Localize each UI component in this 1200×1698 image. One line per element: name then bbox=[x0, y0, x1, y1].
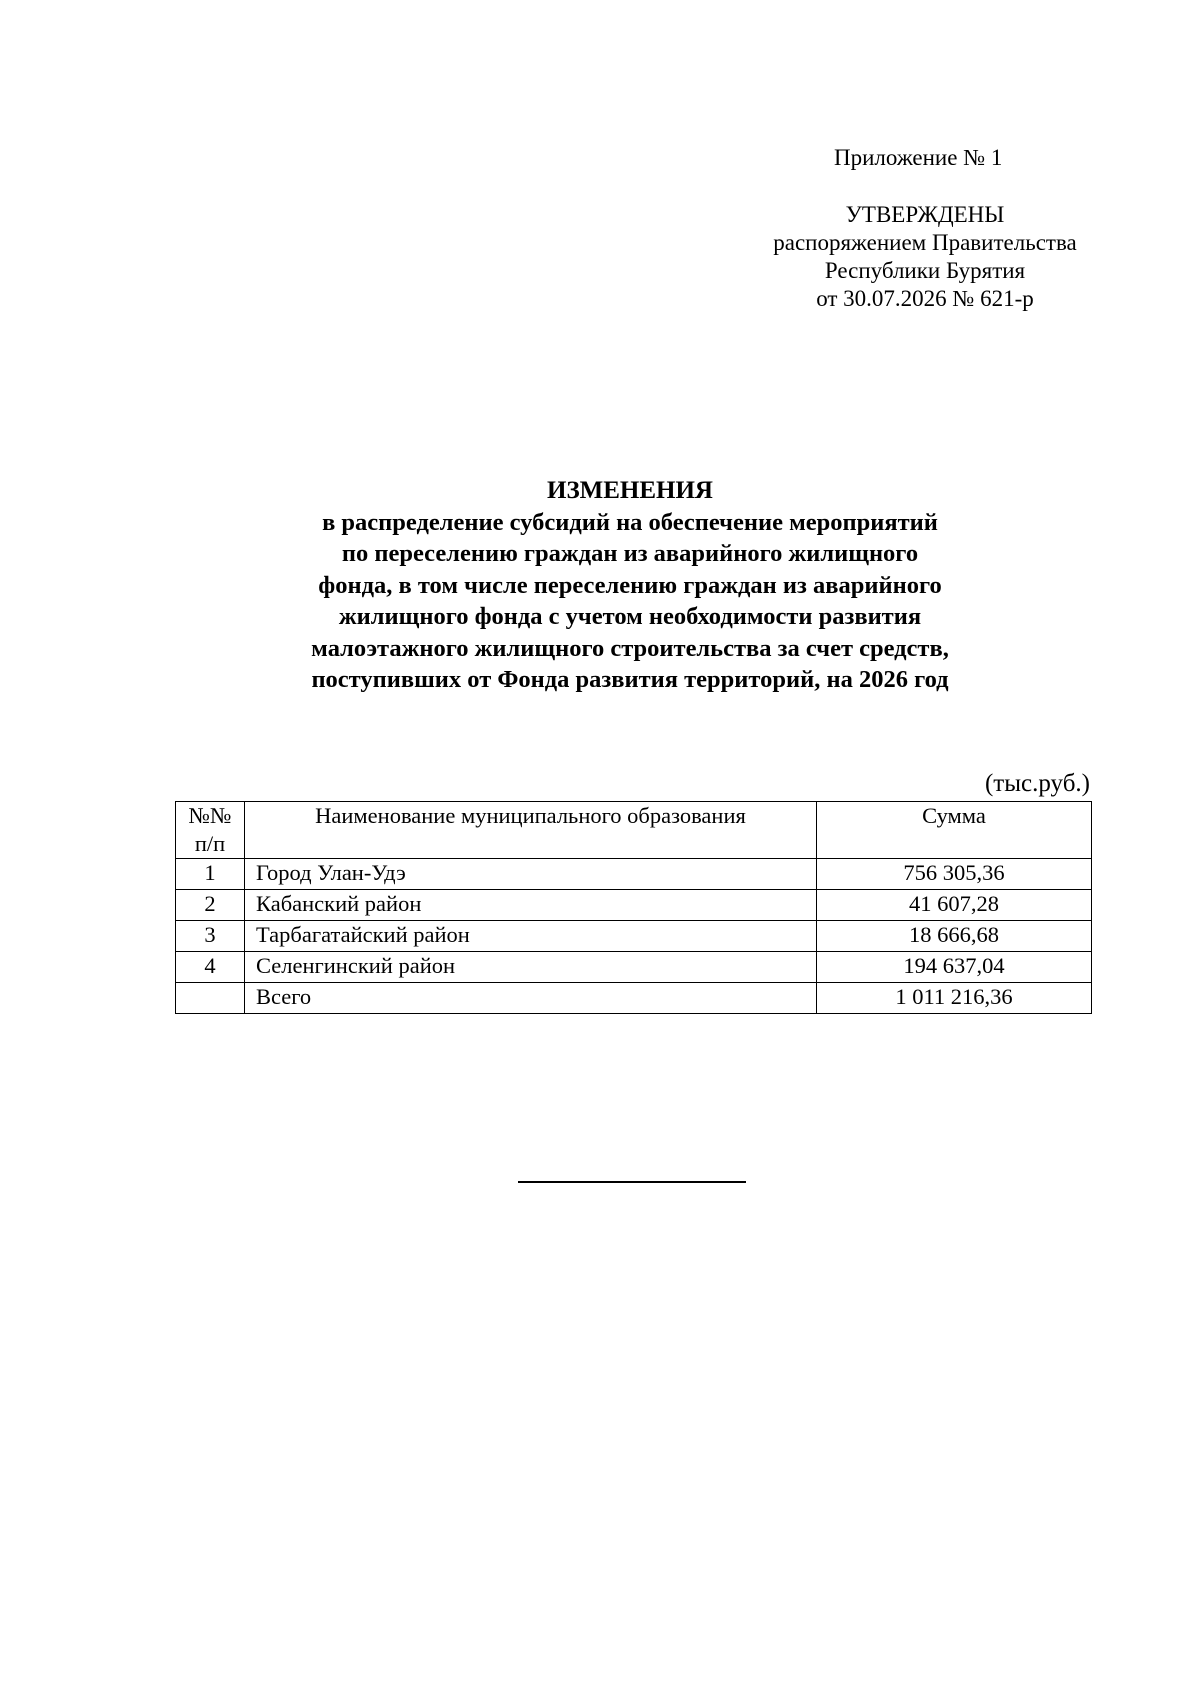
column-header-sum: Сумма bbox=[817, 802, 1092, 859]
title-line: малоэтажного жилищного строительства за счет средств, bbox=[311, 634, 949, 662]
row-number bbox=[176, 983, 245, 1014]
table-row bbox=[176, 890, 1092, 921]
approval-line: Республики Бурятия bbox=[824, 258, 1026, 283]
row-number: 1 bbox=[176, 859, 245, 890]
approval-block bbox=[760, 201, 1090, 313]
table-total-row bbox=[176, 983, 1092, 1014]
appendix-number: Приложение № 1 bbox=[834, 145, 1003, 170]
approval-line: от 30.07.2026 № 621-р bbox=[816, 286, 1034, 311]
title-line: фонда, в том числе переселению граждан из аварийного bbox=[318, 571, 942, 599]
row-name: Селенгинский район bbox=[245, 952, 817, 983]
row-number: 3 bbox=[176, 921, 245, 952]
row-number: 4 bbox=[176, 952, 245, 983]
row-name: Город Улан-Удэ bbox=[245, 859, 817, 890]
unit-label: (тыс.руб.) bbox=[984, 770, 1090, 797]
title-line: поступивших от Фонда развития территорий, на 2026 год bbox=[311, 666, 949, 693]
table-header-row bbox=[176, 802, 1092, 859]
column-header-number: №№ п/п bbox=[176, 802, 245, 859]
table-row bbox=[176, 859, 1092, 890]
document-title bbox=[200, 475, 1060, 696]
row-sum: 41 607,28 bbox=[817, 890, 1092, 921]
title-line: по переселению граждан из аварийного жилищного bbox=[341, 540, 919, 567]
title-line: в распределение субсидий на обеспечение мероприятий bbox=[322, 508, 938, 536]
row-name: Кабанский район bbox=[245, 890, 817, 921]
subsidy-table bbox=[175, 801, 1092, 1014]
approval-line: распоряжением Правительства bbox=[773, 230, 1077, 255]
document-heading: ИЗМЕНЕНИЯ bbox=[547, 477, 713, 504]
approval-line: УТВЕРЖДЕНЫ bbox=[845, 202, 1005, 227]
document-end-divider bbox=[518, 1181, 746, 1183]
table-row bbox=[176, 921, 1092, 952]
table-row bbox=[176, 952, 1092, 983]
row-sum: 194 637,04 bbox=[817, 952, 1092, 983]
row-sum: 18 666,68 bbox=[817, 921, 1092, 952]
row-number: 2 bbox=[176, 890, 245, 921]
row-sum: 756 305,36 bbox=[817, 859, 1092, 890]
column-header-name: Наименование муниципального образования bbox=[245, 802, 817, 859]
row-name: Всего bbox=[245, 983, 817, 1014]
row-name: Тарбагатайский район bbox=[245, 921, 817, 952]
row-sum: 1 011 216,36 bbox=[817, 983, 1092, 1014]
title-line: жилищного фонда с учетом необходимости развития bbox=[338, 603, 922, 630]
